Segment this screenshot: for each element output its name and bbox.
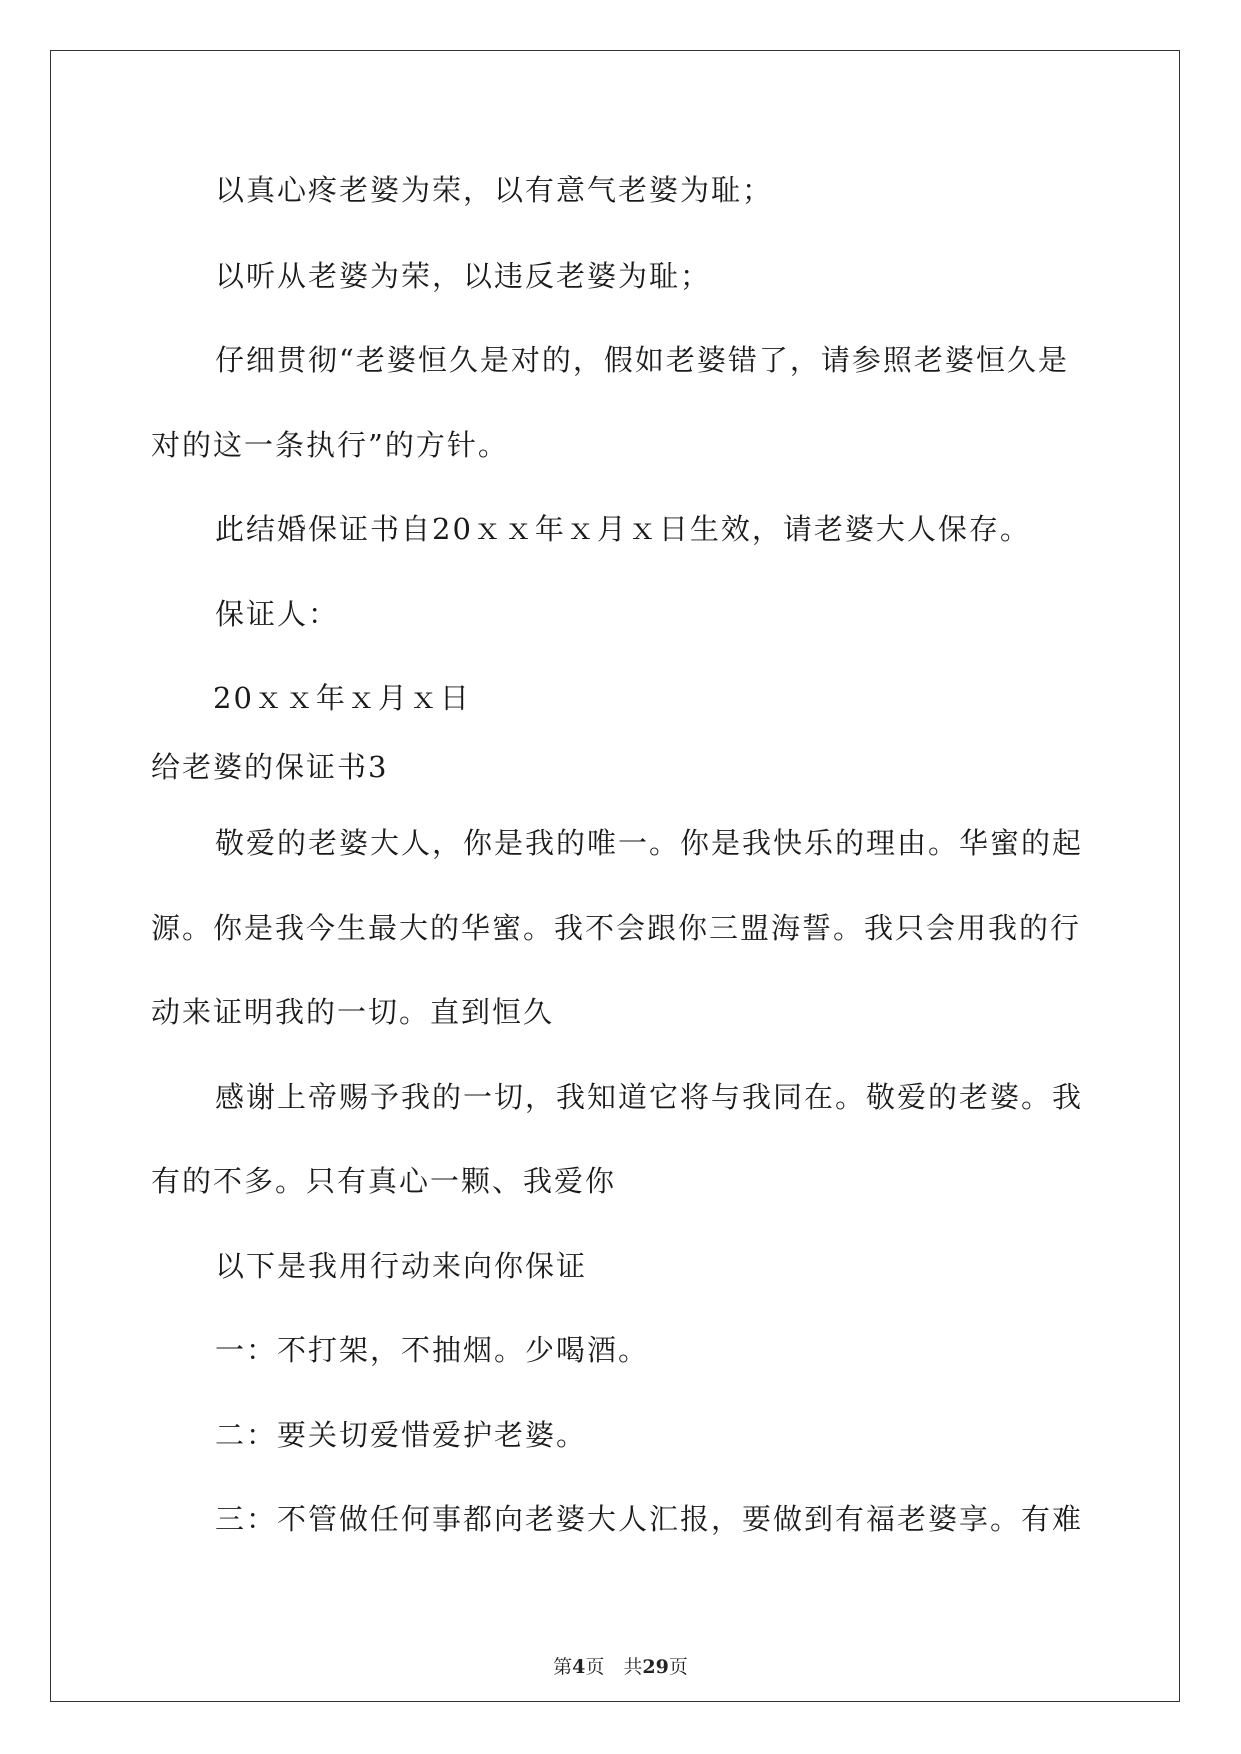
current-page-number: 4	[572, 1656, 586, 1678]
total-page-count: 29	[642, 1656, 669, 1678]
footer-mid: 页 共	[585, 1656, 643, 1678]
text-line: 对的这一条执行”的方针。	[151, 428, 509, 462]
text-line: 敬爱的老婆大人，你是我的唯一。你是我快乐的理由。华蜜的起	[215, 826, 1084, 860]
text-line: 仔细贯彻“老婆恒久是对的，假如老婆错了，请参照老婆恒久是	[215, 343, 1069, 377]
text-line: 三：不管做任何事都向老婆大人汇报，要做到有福老婆享。有难	[215, 1502, 1084, 1536]
text-line: 一：不打架，不抽烟。少喝酒。	[215, 1333, 650, 1367]
text-line: 以听从老婆为荣，以违反老婆为耻；	[215, 259, 712, 293]
footer-prefix: 第	[553, 1656, 573, 1678]
text-line: 有的不多。只有真心一颗、我爱你	[151, 1164, 617, 1198]
text-line: 感谢上帝赐予我的一切，我知道它将与我同在。敬爱的老婆。我	[215, 1080, 1084, 1114]
text-line: 源。你是我今生最大的华蜜。我不会跟你三盟海誓。我只会用我的行	[151, 911, 1082, 945]
text-line: 此结婚保证书自20ｘｘ年ｘ月ｘ日生效，请老婆大人保存。	[215, 512, 1031, 546]
text-line: 动来证明我的一切。直到恒久	[151, 995, 555, 1029]
text-line: 以下是我用行动来向你保证	[215, 1249, 588, 1283]
text-line: 20ｘｘ年ｘ月ｘ日	[213, 681, 471, 715]
page-number-footer	[0, 1652, 1241, 1679]
text-line: 保证人：	[215, 597, 340, 631]
page-border	[50, 50, 1180, 1702]
text-line: 以真心疼老婆为荣，以有意气老婆为耻；	[215, 173, 774, 207]
section-heading: 给老婆的保证书3	[151, 750, 389, 784]
text-line: 二：要关切爱惜爱护老婆。	[215, 1418, 588, 1452]
footer-suffix: 页	[668, 1656, 688, 1678]
